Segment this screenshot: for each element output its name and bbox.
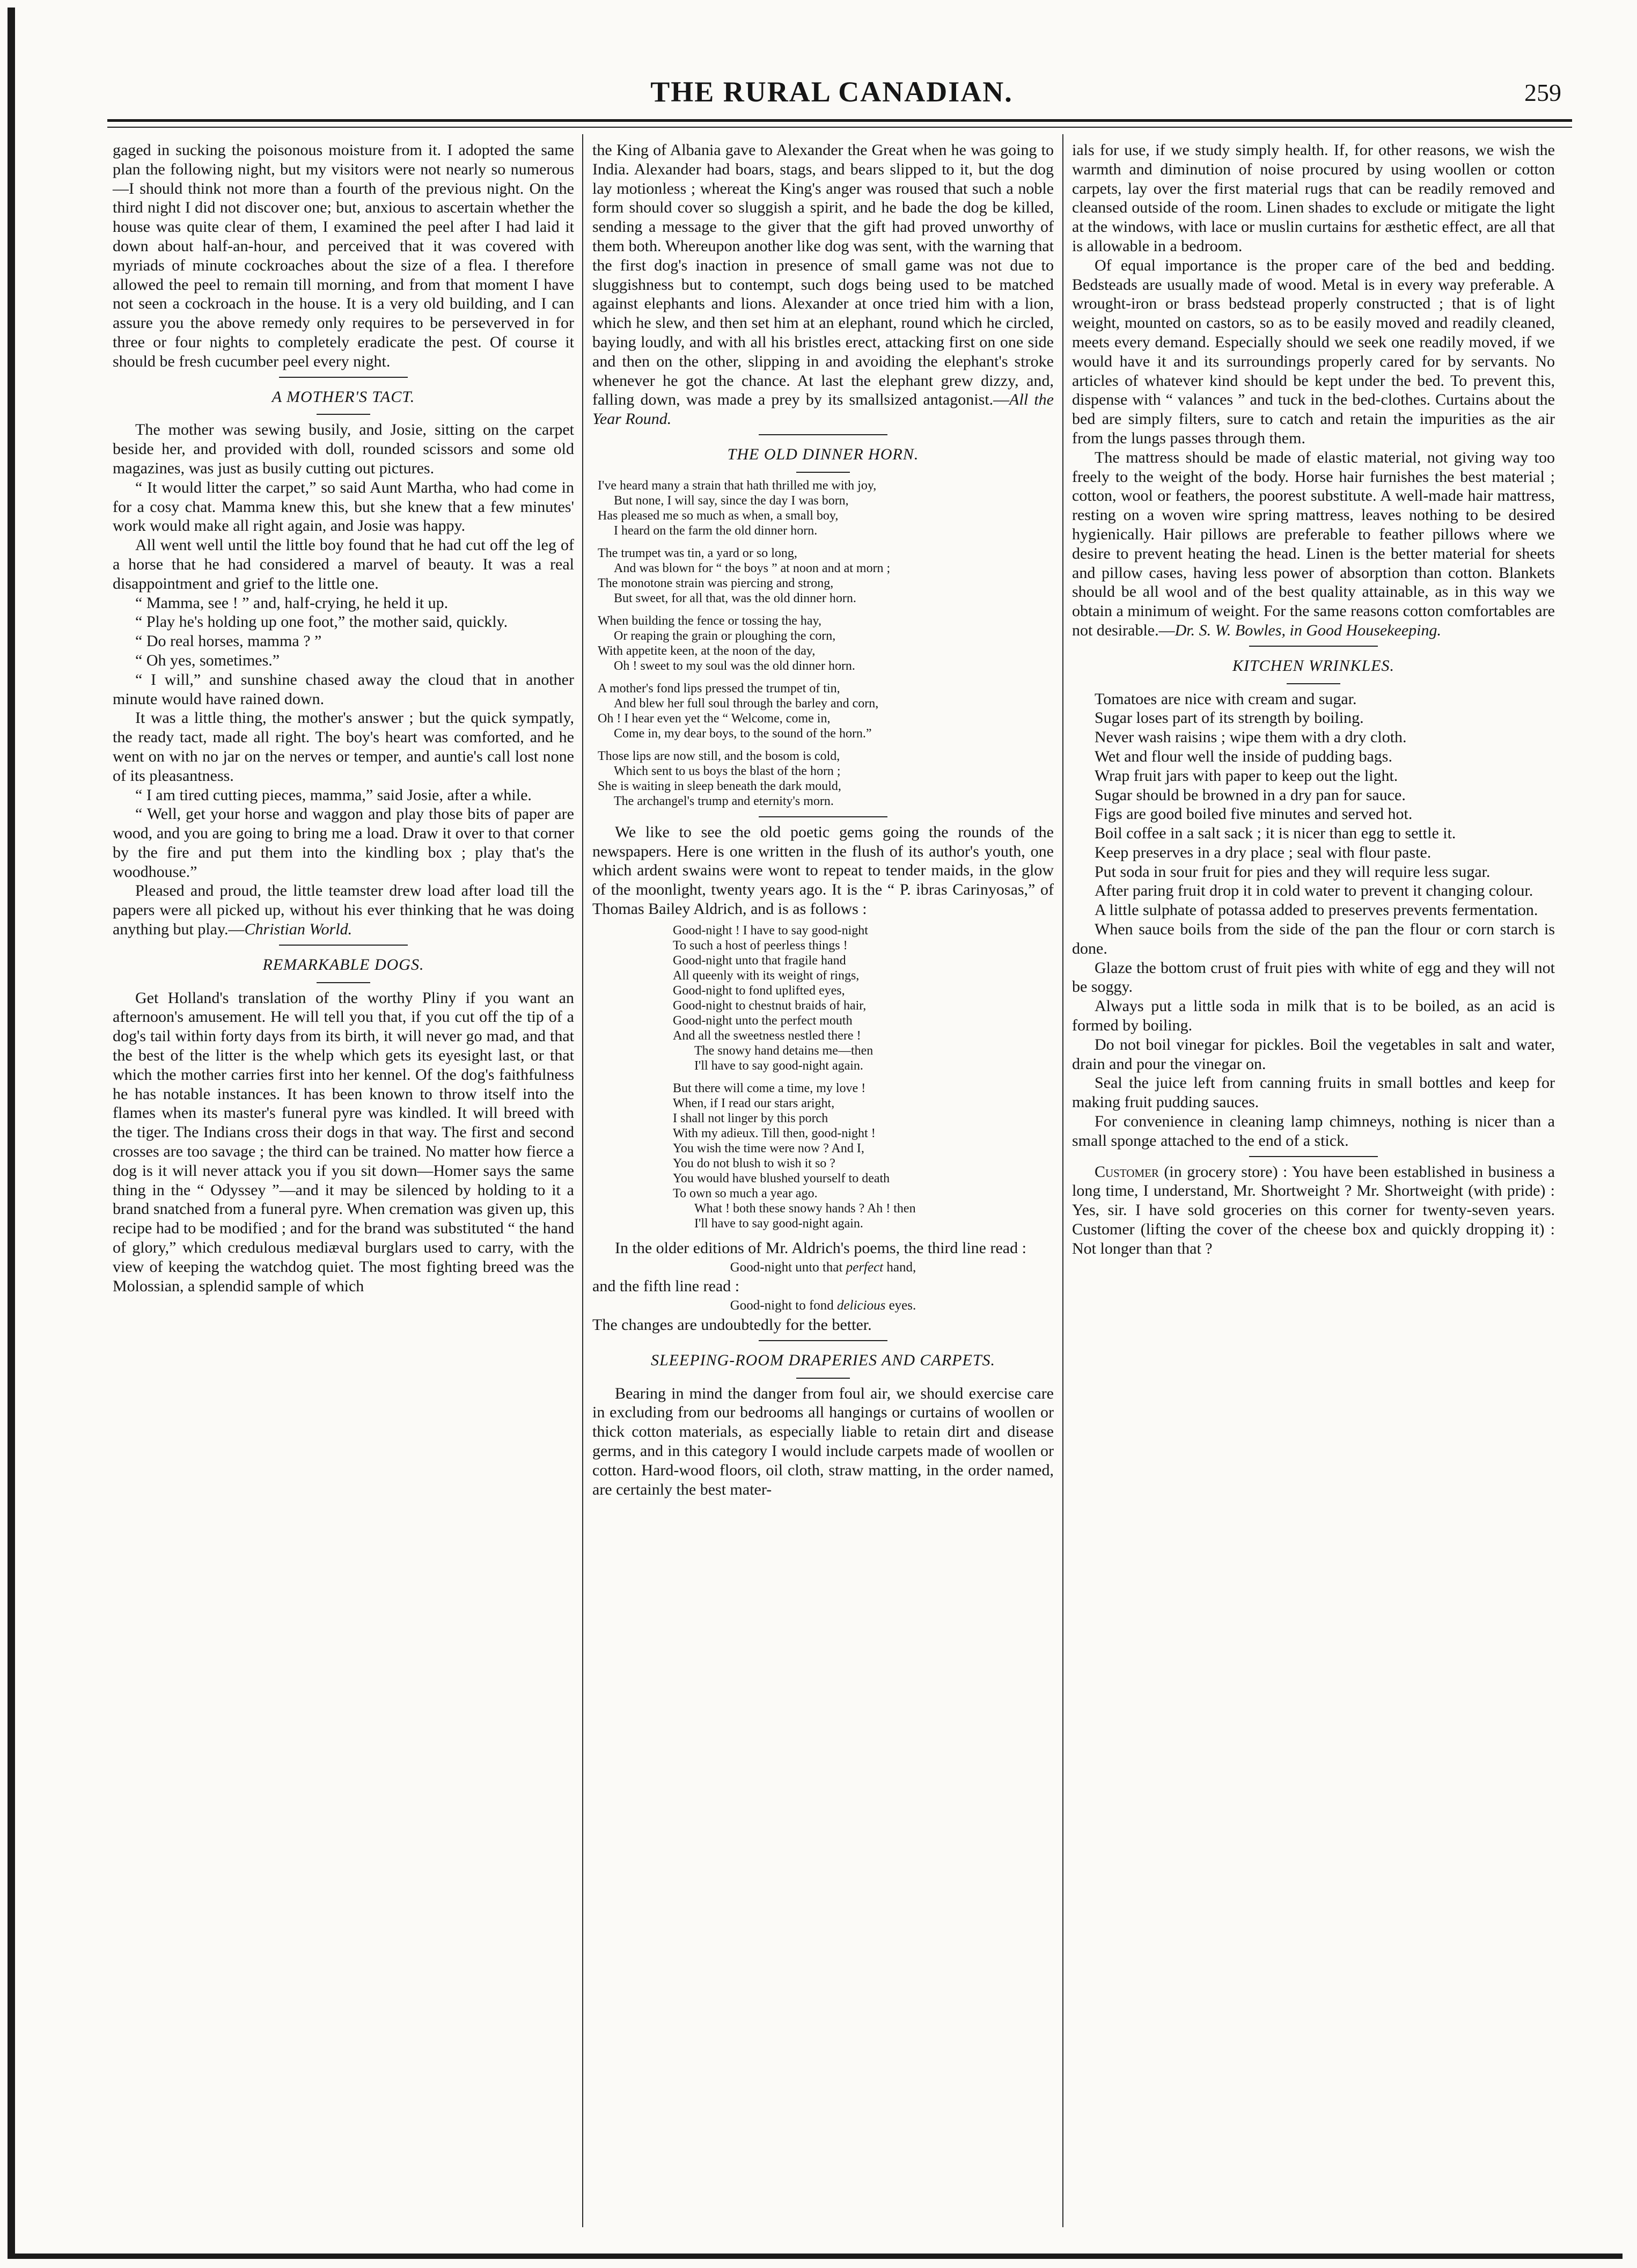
paragraph [592, 141, 1054, 429]
poem-line: Good-night to fond uplifted eyes, [673, 983, 845, 998]
poem-stanza [598, 613, 1054, 674]
separator [759, 1340, 887, 1341]
poem-line: When building the fence or tossing the hay, [598, 613, 821, 628]
paragraph-text: The mattress should be made of elastic material, not giving way too freely to the weight of the body. Horse hair furnishes the best material ; cotton, wool or feathers, the poorest substitute. A well-made hair mattress, resting on a woven wire spring mattress, leaves nothing to be desired hygienically. Hair pillows are preferable to feather pillows where we desire to prevent heating the head. Linen is the better material for sheets and pillow cases, having less power of absorption than cotton. Blankets should be all wool and of the best quality attainable, as in this way we obtain a minimum of weight. For the same reasons cotton comfortables are not desirable.— [1072, 448, 1555, 639]
kitchen-tip: Always put a little soda in milk that is to be boiled, as an acid is formed by boiling. [1072, 997, 1555, 1035]
quoted-line [592, 1258, 1054, 1277]
paragraph: “ I will,” and sunshine chased away the cloud that in another minute would have rained down. [113, 670, 574, 708]
paragraph: Bearing in mind the danger from foul air, we should exercise care in excluding from our bedrooms all hangings or curtains of woollen or thick cotton materials, as especially liable to retain dirt and disease germs, and in this category I would include carpets made of woollen or cotton. Hard-wood floors, oil cloth, straw matting, in the order named, are certainly the best mater- [592, 1384, 1054, 1498]
separator [279, 377, 408, 378]
paragraph: All went well until the little boy found that he had cut off the leg of a horse that he had considered a marvel of beauty. It was a real disappointment and grief to the little one. [113, 536, 574, 592]
poem-line: Come in, my dear boys, to the sound of the horn.” [614, 726, 872, 741]
poem-line: With my adieux. Till then, good-night ! [673, 1126, 876, 1140]
kitchen-tip: Never wash raisins ; wipe them with a dry cloth. [1095, 728, 1407, 747]
poem-line: To own so much a year ago. [673, 1186, 818, 1201]
article-heading: THE OLD DINNER HORN. [727, 445, 919, 463]
poem-line: I shall not linger by this porch [673, 1111, 828, 1125]
paragraph: “ Well, get your horse and waggon and play those bits of paper are wood, and you are going to bring me a load. Draw it over to that corner by the fire and put them into the kindling box ; play that's the woodhouse.” [113, 805, 574, 881]
poem-stanza [673, 923, 1054, 1073]
paragraph: “ Mamma, see ! ” and, half-crying, he held it up. [135, 594, 449, 612]
kitchen-tip: Wet and flour well the inside of pudding bags. [1095, 747, 1392, 765]
paragraph: Of equal importance is the proper care of the bed and bedding. Bedsteads are usually made of wood. Metal is in every way preferable. A wrought-iron or brass bedstead properly constructed ; that is of light weight, mounted on castors, so as to be easily moved and readily cleaned, meets every demand. Especially should we seek one readily moved, if we would have it and its surroundings properly cared for by servants. No articles of whatever kind should be kept under the bed. To prevent this, dispense with “ valances ” and tuck in the bed-clothes. Curtains about the bed are simply filters, sure to catch and retain the impurities as the air from the lungs passes through them. [1072, 256, 1555, 447]
page-header [80, 75, 1583, 113]
kitchen-tip: Seal the juice left from canning fruits in small bottles and keep for making fruit pudding sauces. [1072, 1074, 1555, 1111]
paragraph: Get Holland's translation of the worthy Pliny if you want an afternoon's amusement. He will tell you that, if you cut off the tip of a dog's tail within forty days from its birth, it will never go mad, and that the best of the litter is the whelp which gets its eyesight last, or that which the mother carries first into her kennel. Of the dog's faithfulness he has notable instances. It has been known to throw itself into the flames when its master's funeral pyre was kindled. It will breed with the tiger. The Indians cross their dogs in that way. The first and second crosses are too savage ; the third can be trained. No matter how fierce a dog is it will never attack you if you sit down—Homer says the same thing in the “ Odyssey ”—and it may be silenced by holding to it a brand snatched from a funeral pyre. When cremation was given up, this recipe had to be modified ; and for the brand was substituted “ the hand of glory,” which credulous mediæval burglars used to carry, with the view of keeping the watchdog quiet. The most fighting breed was the Molossian, a splendid sample of which [113, 989, 574, 1295]
poem-stanza [673, 1081, 1054, 1231]
poem-line: Good-night ! I have to say good-night [673, 923, 868, 938]
quote-text: eyes. [885, 1298, 916, 1313]
article-heading: REMARKABLE DOGS. [262, 955, 424, 974]
kitchen-tip: Wrap fruit jars with paper to keep out the light. [1095, 766, 1398, 785]
paragraph: “ Do real horses, mamma ? ” [135, 632, 322, 650]
poem-line: And was blown for “ the boys ” at noon and at morn ; [614, 561, 891, 575]
poem-line: When, if I read our stars aright, [673, 1096, 835, 1110]
poem-line: With appetite keen, at the noon of the day, [598, 643, 816, 658]
poem-line: Oh ! sweet to my soul was the old dinner horn. [614, 659, 855, 673]
poem-line: But there will come a time, my love ! [673, 1081, 866, 1095]
poem-line: Oh ! I hear even yet the “ Welcome, come in, [598, 711, 831, 726]
kitchen-tip: A little sulphate of potassa added to preserves prevents fermentation. [1095, 901, 1538, 919]
kitchen-tip: Tomatoes are nice with cream and sugar. [1095, 690, 1357, 708]
paragraph: and the fifth line read : [592, 1277, 740, 1296]
poem-line: I heard on the farm the old dinner horn. [614, 523, 818, 538]
newspaper-title: THE RURAL CANADIAN. [650, 76, 1013, 108]
separator [279, 945, 408, 946]
quote-text: Good-night unto that [730, 1260, 846, 1275]
separator [1249, 646, 1378, 647]
paragraph: ials for use, if we study simply health. If, for other reasons, we wish the warmth and diminution of noise procured by using woollen or cotton carpets, lay over the first material rugs that can be readily removed and cleansed outside of the room. Linen shades to exclude or mitigate the light at the windows, with lace or muslin curtains for æsthetic effect, are all that is allowable in a bedroom. [1072, 141, 1555, 255]
paragraph: “ Play he's holding up one foot,” the mother said, quickly. [135, 613, 508, 631]
poem [673, 923, 1054, 1231]
kitchen-tip: Sugar should be browned in a dry pan for sauce. [1095, 786, 1406, 804]
paragraph: The changes are undoubtedly for the better. [592, 1315, 872, 1334]
separator [317, 414, 370, 415]
poem-line: I've heard many a strain that hath thrilled me with joy, [598, 478, 877, 493]
poem-line: The monotone strain was piercing and strong, [598, 576, 834, 590]
separator [796, 1378, 850, 1379]
column-divider [582, 134, 583, 2227]
article-heading: A MOTHER'S TACT. [271, 387, 415, 406]
column-3 [1072, 141, 1555, 1259]
paragraph [1072, 448, 1555, 640]
separator [317, 982, 370, 983]
separator [1287, 683, 1340, 684]
poem-stanza [598, 546, 1054, 606]
kitchen-tip: Glaze the bottom crust of fruit pies with white of egg and they will not be soggy. [1072, 959, 1555, 996]
poem-line: I'll have to say good-night again. [694, 1058, 863, 1073]
kitchen-tip: Figs are good boiled five minutes and served hot. [1095, 805, 1413, 823]
poem-line: A mother's fond lips pressed the trumpet of tin, [598, 681, 840, 696]
article-heading: SLEEPING-ROOM DRAPERIES AND CARPETS. [650, 1351, 996, 1369]
article-heading: KITCHEN WRINKLES. [1232, 656, 1395, 675]
poem-line: Has pleased me so much as when, a small boy, [598, 508, 839, 523]
paragraph: We like to see the old poetic gems going the rounds of the newspapers. Here is one written in the flush of its author's youth, one which ardent swains were wont to repeat to tender maids, in the glow of the moonlight, twenty years ago. It is the “ P. ibras Carinyosas,” of Thomas Bailey Aldrich, and is as follows : [592, 823, 1054, 918]
poem-line: Good-night unto that fragile hand [673, 953, 846, 968]
kitchen-tip: Put soda in sour fruit for pies and they will require less sugar. [1095, 862, 1491, 881]
kitchen-tips-list [1072, 690, 1555, 1151]
citation: Dr. S. W. Bowles, in Good Housekeeping. [1174, 621, 1441, 639]
paragraph: gaged in sucking the poisonous moisture from it. I adopted the same plan the following night, but my visitors were not nearly so numerous—I should think not more than a fourth of the previous night. On the third night I did not discover one; but, anxious to ascertain whether the house was quite clear of them, I examined the peel after I had laid it down about half-an-hour, and perceived that it was covered with myriads of minute cockroaches about the size of a flea. I therefore allowed the peel to remain till morning, and from that moment I have not seen a cockroach in the house. It is a very old building, and I can assure you the above remedy only requires to be perseverved in for three or four nights to completely eradicate the pest. Of course it should be fresh cucumber peel every night. [113, 141, 574, 370]
poem-line: She is waiting in sleep beneath the dark mould, [598, 779, 841, 793]
paragraph [113, 881, 574, 939]
kitchen-tip: Boil coffee in a salt sack ; it is nicer than egg to settle it. [1095, 824, 1456, 843]
poem-line: You would have blushed yourself to death [673, 1171, 890, 1186]
poem-line: You do not blush to wish it so ? [673, 1156, 835, 1170]
paragraph: “ Oh yes, sometimes.” [135, 651, 280, 669]
page-number: 259 [1524, 79, 1561, 106]
poem-line: Or reaping the grain or ploughing the corn, [614, 628, 836, 643]
kitchen-tip: For convenience in cleaning lamp chimneys, nothing is nicer than a small sponge attached to the end of a stick. [1072, 1113, 1555, 1150]
quote-text: hand, [883, 1260, 916, 1275]
paragraph: It was a little thing, the mother's answer ; but the quick sympatly, the ready tact, made all right. The boy's heart was comforted, and he went on with no jar on the nerves or temper, and auntie's call lost none of its pleasantness. [113, 709, 574, 785]
kitchen-tip: After paring fruit drop it in cold water to prevent it changing colour. [1095, 882, 1533, 900]
separator [759, 434, 887, 435]
poem-stanza [598, 478, 1054, 538]
poem-line: And all the sweetness nestled there ! [673, 1028, 861, 1043]
paragraph: “ It would litter the carpet,” so said Aunt Martha, who had come in for a cosy chat. Mamma knew this, but she knew that a few minutes' work would make all right again, and Josie was happy. [113, 478, 574, 535]
poem-line: All queenly with its weight of rings, [673, 968, 860, 983]
poem-line: You wish the time were now ? And I, [673, 1141, 864, 1155]
poem-line: I'll have to say good-night again. [694, 1216, 863, 1231]
kitchen-tip: Keep preserves in a dry place ; seal with flour paste. [1095, 843, 1432, 861]
paragraph-text: (in grocery store) : You have been established in business a long time, I understand, Mr. Shortweight ? Mr. Shortweight (with pride) : Yes, sir. I have sold groceries on this corner for twenty-seven years. Customer (lifting the cover of the cheese box and quickly dropping it) : Not longer than that ? [1072, 1162, 1555, 1257]
quoted-line [592, 1296, 1054, 1315]
column-divider [1062, 134, 1063, 2227]
kitchen-tip: Do not boil vinegar for pickles. Boil the vegetables in salt and water, drain and pour the vinegar on. [1072, 1035, 1555, 1073]
quote-emphasis: delicious [837, 1298, 886, 1313]
separator [796, 472, 850, 473]
poem-line: Good-night to chestnut braids of hair, [673, 998, 867, 1013]
separator [759, 816, 887, 817]
paragraph: “ I am tired cutting pieces, mamma,” said Josie, after a while. [135, 786, 532, 804]
poem-line: Those lips are now still, and the bosom is cold, [598, 749, 840, 763]
column-1 [113, 141, 574, 1296]
paragraph-text: the King of Albania gave to Alexander the Great when he was going to India. Alexander had boars, stags, and bears slipped to it, but the dog lay motionless ; whereat the King's anger was roused that such a noble form should cover so sluggish a spirit, and he bade the dog be killed, sending a message to the giver that the gift had proved unworthy of them both. Whereupon another like dog was sent, with the warning that the first dog's inaction in presence of small game was not due to sluggishness but to contempt, such dogs being used to be matched against elephants and lions. Alexander at once tried him with a lion, which he slew, and then set him at an elephant, round which he circled, baying loudly, and with all his bristles erect, attacking first on one side and then on the other, slipping in and avoiding the elephant's stroke whenever he got the chance. At last the elephant grew dizzy, and, falling down, was made a prey by its smallsized antagonist.— [592, 141, 1054, 409]
poem-stanza [598, 749, 1054, 809]
poem-line: Good-night unto the perfect mouth [673, 1013, 853, 1028]
column-2 [592, 141, 1054, 1499]
quote-emphasis: perfect [846, 1260, 884, 1275]
paragraph [1072, 1162, 1555, 1259]
paragraph-text: Pleased and proud, the little teamster drew load after load till the papers were all picked up, without his ever thinking that he was doing anything but play.— [113, 882, 574, 939]
poem-stanza [598, 681, 1054, 741]
poem-line: But sweet, for all that, was the old dinner horn. [614, 591, 856, 605]
separator [1249, 1156, 1378, 1157]
poem-line: But none, I will say, since the day I was born, [614, 493, 849, 508]
header-rule [107, 119, 1572, 122]
poem-line: What ! both these snowy hands ? Ah ! then [694, 1201, 916, 1216]
paragraph: The mother was sewing busily, and Josie, sitting on the carpet beside her, and provided with doll, rounded scissors and some old magazines, was just as busily cutting out pictures. [113, 421, 574, 477]
poem-line: The archangel's trump and eternity's morn. [614, 794, 834, 808]
quote-text: Good-night to fond [730, 1298, 838, 1313]
poem-line: And blew her full soul through the barley and corn, [614, 696, 879, 711]
citation: Christian World. [244, 920, 353, 939]
poem [598, 478, 1054, 809]
poem-line: The snowy hand detains me—then [694, 1043, 873, 1058]
header-rule-thin [107, 127, 1572, 128]
poem-line: To such a host of peerless things ! [673, 938, 848, 953]
poem-line: Which sent to us boys the blast of the horn ; [614, 764, 841, 778]
kitchen-tip: Sugar loses part of its strength by boiling. [1095, 709, 1364, 727]
paragraph: In the older editions of Mr. Aldrich's poems, the third line read : [615, 1239, 1026, 1257]
poem-line: The trumpet was tin, a yard or so long, [598, 546, 797, 560]
kitchen-tip: When sauce boils from the side of the pan the flour or corn starch is done. [1072, 920, 1555, 957]
citation: All the Year Round. [592, 391, 1054, 428]
speaker-label: Customer [1095, 1162, 1159, 1181]
